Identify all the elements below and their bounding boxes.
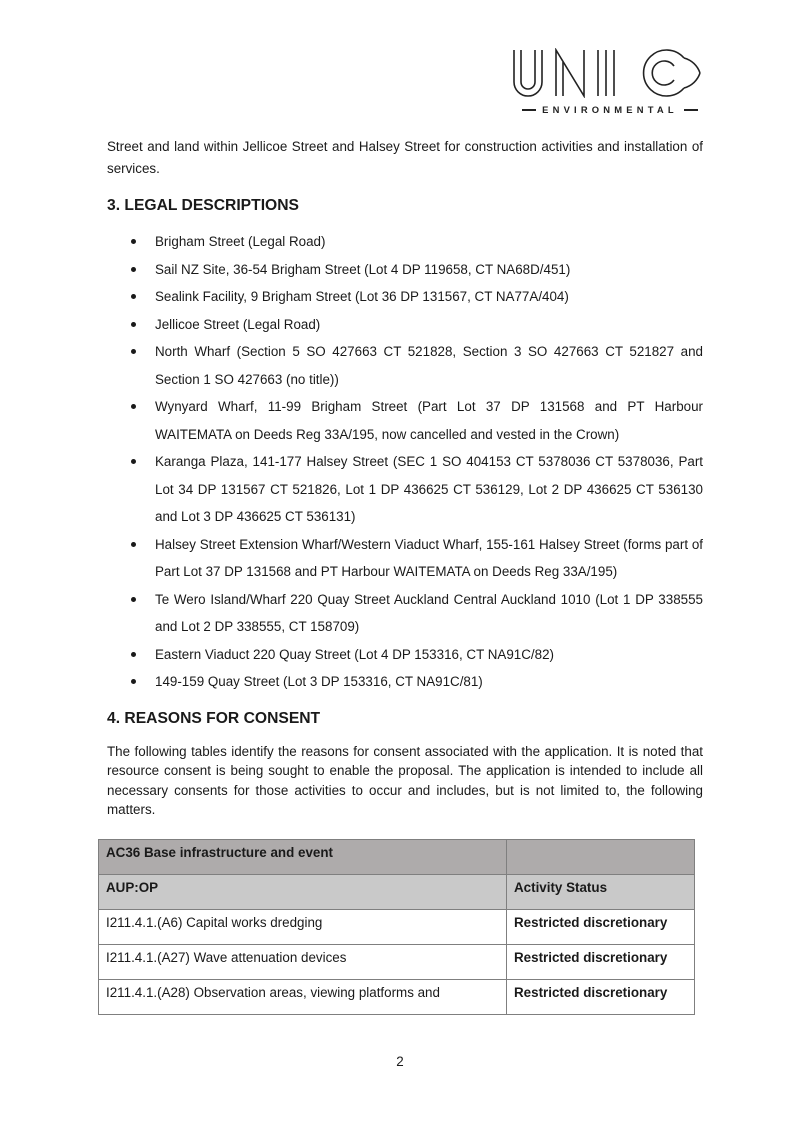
list-item: Sealink Facility, 9 Brigham Street (Lot 36 DP 131567, CT NA77A/404) xyxy=(107,283,703,311)
list-item: 149-159 Quay Street (Lot 3 DP 153316, CT NA91C/81) xyxy=(107,668,703,696)
logo-subtitle xyxy=(512,104,708,115)
table-title-empty-cell xyxy=(507,840,695,875)
rule-cell: I211.4.1.(A28) Observation areas, viewing platforms and xyxy=(99,980,507,1015)
list-item: Eastern Viaduct 220 Quay Street (Lot 4 DP 153316, CT NA91C/82) xyxy=(107,641,703,669)
document-body xyxy=(107,136,703,820)
intro-continuation-paragraph: Street and land within Jellicoe Street and Halsey Street for construction activities and installation of services. xyxy=(107,139,703,176)
reasons-for-consent-paragraph: The following tables identify the reasons for consent associated with the application. It is noted that resource consent is being sought to enable the proposal. The application is intended to include all necessary consents for those activities to occur and includes, but is not limited to, the following matters. xyxy=(107,743,703,817)
table-row xyxy=(99,980,695,1015)
logo-dash-right xyxy=(684,109,698,111)
logo-dash-left xyxy=(522,109,536,111)
table-title-row xyxy=(99,840,695,875)
header-activity-status: Activity Status xyxy=(507,875,695,910)
list-item: Karanga Plaza, 141-177 Halsey Street (SEC 1 SO 404153 CT 5378036 CT 5378036, Part Lot 34 DP 131567 CT 521826, Lot 1 DP 436625 CT 536129, Lot 2 DP 436625 CT 536130 and Lot 3 DP 436625 CT 536131) xyxy=(107,448,703,531)
unio-environmental-logo xyxy=(512,48,708,124)
header-aupop: AUP:OP xyxy=(99,875,507,910)
logo-subtitle-text: ENVIRONMENTAL xyxy=(542,104,678,115)
section-4-heading: 4. REASONS FOR CONSENT xyxy=(107,709,321,727)
table-header-row xyxy=(99,875,695,910)
table-row xyxy=(99,945,695,980)
list-item: Jellicoe Street (Legal Road) xyxy=(107,311,703,339)
rule-cell: I211.4.1.(A6) Capital works dredging xyxy=(99,910,507,945)
list-item: Sail NZ Site, 36-54 Brigham Street (Lot 4 DP 119658, CT NA68D/451) xyxy=(107,256,703,284)
page-number: 2 xyxy=(396,1054,404,1069)
list-item: Brigham Street (Legal Road) xyxy=(107,228,703,256)
activity-status-cell: Restricted discretionary xyxy=(507,910,695,945)
list-item: Halsey Street Extension Wharf/Western Viaduct Wharf, 155-161 Halsey Street (forms part of Part Lot 37 DP 131568 and PT Harbour WAITEMATA on Deeds Reg 33A/195) xyxy=(107,531,703,586)
activity-status-cell: Restricted discretionary xyxy=(507,980,695,1015)
reasons-for-consent-table xyxy=(98,839,695,1015)
activity-status-cell: Restricted discretionary xyxy=(507,945,695,980)
section-3-heading: 3. LEGAL DESCRIPTIONS xyxy=(107,197,299,214)
table-row xyxy=(99,910,695,945)
table-title-cell: AC36 Base infrastructure and event xyxy=(99,840,507,875)
legal-descriptions-list xyxy=(107,228,703,696)
list-item: North Wharf (Section 5 SO 427663 CT 521828, Section 3 SO 427663 CT 521827 and Section 1 SO 427663 (no title)) xyxy=(107,338,703,393)
rule-cell: I211.4.1.(A27) Wave attenuation devices xyxy=(99,945,507,980)
list-item: Wynyard Wharf, 11-99 Brigham Street (Part Lot 37 DP 131568 and PT Harbour WAITEMATA on Deeds Reg 33A/195, now cancelled and vested in the Crown) xyxy=(107,393,703,448)
list-item: Te Wero Island/Wharf 220 Quay Street Auckland Central Auckland 1010 (Lot 1 DP 338555 and Lot 2 DP 338555, CT 158709) xyxy=(107,586,703,641)
unio-wordmark-icon xyxy=(512,48,708,98)
